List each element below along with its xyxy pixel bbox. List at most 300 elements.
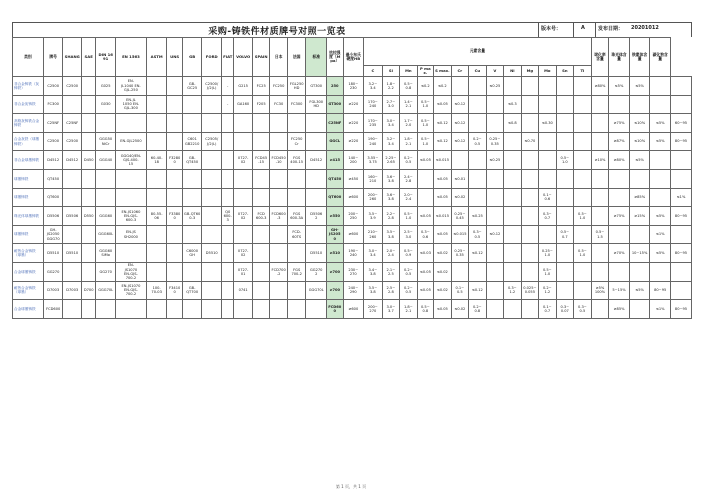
table-cell <box>539 151 557 170</box>
table-cell <box>270 188 288 207</box>
table-cell <box>671 225 692 244</box>
table-cell: 2.4~ 2.8 <box>400 169 418 188</box>
table-cell <box>81 169 95 188</box>
header-cell: 碳化物含量 <box>650 38 671 77</box>
table-cell <box>306 188 327 207</box>
table-cell: 0.25~ 1.0 <box>539 244 557 263</box>
table-cell: 0.2~ 0.5 <box>400 262 418 281</box>
table-cell <box>63 188 82 207</box>
table-cell <box>222 114 234 133</box>
table-cell <box>486 169 504 188</box>
table-cell <box>252 169 270 188</box>
table-cell: 2.2~ 2.8 <box>382 207 400 226</box>
table-cell <box>574 151 592 170</box>
table-cell <box>504 151 522 170</box>
table-cell: D5506 <box>63 207 82 226</box>
table-cell <box>96 169 116 188</box>
table-cell: C25NF <box>327 114 343 133</box>
table-cell: 0.3~ 0.07 <box>556 300 574 319</box>
table-cell <box>96 114 116 133</box>
table-cell: 0.25~ 0.35 <box>486 132 504 151</box>
table-cell: 0.5~ 1.0 <box>417 132 433 151</box>
table-cell <box>252 281 270 300</box>
table-cell <box>650 188 671 207</box>
table-cell <box>167 114 182 133</box>
table-cell: ≤1% <box>650 225 671 244</box>
table-cell: EN- JS1070 EN-GJS- 700-2 <box>115 262 146 281</box>
table-cell: 140~ 200 <box>343 151 364 170</box>
table-cell: 0.2~ 0.8 <box>469 300 487 319</box>
table-cell: ≤10% <box>629 114 650 133</box>
table-cell: ≥75% <box>609 114 630 133</box>
table-cell <box>629 300 650 319</box>
table-cell: ≥510 <box>327 244 343 263</box>
table-cell <box>469 114 487 133</box>
table-cell <box>167 225 182 244</box>
table-cell: FGL300 HD <box>306 95 327 114</box>
table-cell: 80~95 <box>671 300 692 319</box>
table-cell: 0.5~ 1.0 <box>400 207 418 226</box>
table-cell: 240~ 290 <box>343 281 364 300</box>
table-cell <box>115 300 146 319</box>
table-cell: ≤0.02 <box>451 188 469 207</box>
table-cell: 2.7~ 3.0 <box>382 95 400 114</box>
table-cell <box>504 77 522 96</box>
table-cell <box>167 300 182 319</box>
table-cell <box>539 169 557 188</box>
table-cell: ≤1% <box>671 188 692 207</box>
table-cell <box>539 225 557 244</box>
table-cell <box>504 244 522 263</box>
table-cell <box>222 225 234 244</box>
table-cell <box>574 169 592 188</box>
table-cell <box>504 207 522 226</box>
table-cell: FCD 600-3 <box>252 207 270 226</box>
table-cell <box>469 188 487 207</box>
header-cell: UNS <box>167 38 182 77</box>
table-cell: C2500 <box>63 132 82 151</box>
header-cell: DIN 1691 <box>96 38 116 77</box>
table-cell <box>671 262 692 281</box>
table-cell <box>96 188 116 207</box>
element-header: Cu <box>469 65 487 76</box>
table-cell <box>539 95 557 114</box>
category-cell: 球墨铸铁 <box>13 188 44 207</box>
table-cell <box>167 95 182 114</box>
table-cell: 0.5~ 1.0 <box>574 244 592 263</box>
table-row <box>13 300 692 319</box>
table-cell <box>167 262 182 281</box>
header-cell: 标准 <box>306 38 327 77</box>
table-cell: EN-JS SH2000 <box>115 225 146 244</box>
table-cell <box>115 244 146 263</box>
table-cell: ≤5% <box>629 151 650 170</box>
title-row <box>12 22 692 37</box>
table-cell: 0.5~ 1.0 <box>417 95 433 114</box>
table-cell: 0.2~ 0.5 <box>469 132 487 151</box>
table-cell <box>609 262 630 281</box>
table-cell: C25NF <box>43 114 63 133</box>
table-cell <box>63 95 82 114</box>
table-cell: ≤0.015 <box>451 225 469 244</box>
table-cell: ≤0.3 <box>504 95 522 114</box>
table-cell <box>270 300 288 319</box>
table-cell: 2.1~ 2.5 <box>382 262 400 281</box>
header-cell: 珠光体含量 <box>609 38 630 77</box>
table-cell: FC30 <box>270 95 288 114</box>
table-cell: 200~ 270 <box>364 300 383 319</box>
table-cell: GGG60L <box>96 225 116 244</box>
table-cell: 3.5~ 3.8 <box>364 281 383 300</box>
version-label: 版本号： <box>541 26 562 32</box>
table-cell: ≤0.12 <box>451 114 469 133</box>
table-cell <box>650 151 671 170</box>
table-cell: FGS 700-2 <box>287 262 306 281</box>
table-cell <box>591 262 609 281</box>
table-cell: ≥450 <box>343 169 364 188</box>
table-cell <box>539 132 557 151</box>
table-cell: C25NF <box>63 114 82 133</box>
header-cell: 抗拉强度（Mpa） <box>327 38 343 77</box>
table-cell: 0.3~ 0.7 <box>539 207 557 226</box>
table-cell <box>591 300 609 319</box>
table-cell: ≤5% <box>629 77 650 96</box>
table-cell: QT600 <box>327 188 343 207</box>
table-cell: D5510 <box>306 244 327 263</box>
table-cell: 200~ 260 <box>364 188 383 207</box>
table-cell: 3.6~ 3.8 <box>382 188 400 207</box>
table-cell: ≤5% <box>609 77 630 96</box>
date-value: 20201012 <box>631 25 659 31</box>
table-row <box>13 95 692 114</box>
table-cell: ≥85% <box>609 300 630 319</box>
table-cell: GGG70L <box>96 281 116 300</box>
table-cell: GB- GC25 <box>182 77 202 96</box>
table-cell: 3.6~ 3.8 <box>382 169 400 188</box>
table-cell <box>521 169 539 188</box>
table-cell <box>556 77 574 96</box>
table-cell <box>574 77 592 96</box>
table-cell <box>270 225 288 244</box>
category-cell: 耐热合金铸铁（球墨） <box>13 281 44 300</box>
table-cell: FC250 Cr <box>287 132 306 151</box>
table-cell: 3.0~ 3.4 <box>382 114 400 133</box>
table-cell: 0727- 02 <box>234 207 253 226</box>
table-cell <box>574 281 592 300</box>
table-cell: ≤0.12 <box>434 132 452 151</box>
table-cell: 2.25~ 2.65 <box>382 151 400 170</box>
table-cell: ≥80% <box>609 151 630 170</box>
table-cell: D5506 2 <box>306 207 327 226</box>
table-cell <box>591 207 609 226</box>
table-cell: FGL250 HD <box>287 77 306 96</box>
table-cell: 0727- 01 <box>234 262 253 281</box>
table-cell: GH- JS2050 <box>327 225 343 244</box>
table-cell: FCD450 -10 <box>270 151 288 170</box>
table-cell: 1.8~ 2.1 <box>400 300 418 319</box>
table-cell <box>521 151 539 170</box>
table-cell: 0727- 02 <box>234 151 253 170</box>
table-cell <box>574 114 592 133</box>
table-cell: GB- QT700 <box>182 281 202 300</box>
table-cell <box>81 188 95 207</box>
element-header: Mn <box>400 65 418 76</box>
table-cell: ≥415 <box>327 151 343 170</box>
table-cell: ≤0.12 <box>434 114 452 133</box>
table-cell <box>650 77 671 96</box>
table-cell: 250 <box>327 77 343 96</box>
table-cell: D7003 <box>63 281 82 300</box>
table-cell: FCD600 <box>43 300 63 319</box>
table-cell <box>222 188 234 207</box>
table-cell <box>287 281 306 300</box>
table-cell <box>671 77 692 96</box>
table-cell <box>469 151 487 170</box>
table-cell: ≤0.05 <box>417 151 433 170</box>
table-row <box>13 151 692 170</box>
table-cell: FC300 <box>287 95 306 114</box>
table-cell <box>521 300 539 319</box>
category-cell: 高铬灰铸铁合金铸铁 <box>13 114 44 133</box>
table-cell: ≤0.05 <box>417 262 433 281</box>
table-cell <box>504 300 522 319</box>
table-cell: ≤0.12 <box>486 225 504 244</box>
table-cell: 1.8~ 2.1 <box>400 132 418 151</box>
table-cell: ≤0.05 <box>434 169 452 188</box>
table-cell: ≤5% <box>650 114 671 133</box>
table-cell: FCD700 -2 <box>270 262 288 281</box>
table-cell <box>96 300 116 319</box>
table-cell: GG270 <box>43 262 63 281</box>
table-cell: GG270 <box>96 262 116 281</box>
table-cell: ≥700 <box>327 262 343 281</box>
table-cell: ≥5% 100% <box>591 281 609 300</box>
table-cell <box>270 169 288 188</box>
table-cell: GT300 <box>327 95 343 114</box>
table-cell <box>650 169 671 188</box>
table-cell <box>167 132 182 151</box>
table-cell <box>469 262 487 281</box>
category-cell: 合金灰铁（球墨铸铁） <box>13 132 44 151</box>
element-header: P max. <box>417 65 433 76</box>
table-cell: 1.8~ 2.2 <box>382 77 400 96</box>
table-cell: F205 <box>252 95 270 114</box>
table-cell: 0.5~ 0.9 <box>400 244 418 263</box>
table-cell <box>146 225 167 244</box>
table-cell <box>486 244 504 263</box>
table-cell: ≤0.05 <box>434 225 452 244</box>
table-cell: 0.5~ 0.8 <box>400 77 418 96</box>
table-cell <box>63 262 82 281</box>
table-cell: 80~95 <box>671 132 692 151</box>
table-cell: 2.0~ 2.4 <box>400 188 418 207</box>
table-cell <box>270 114 288 133</box>
table-cell: ≥70% <box>609 244 630 263</box>
table-cell <box>486 95 504 114</box>
table-cell <box>202 262 222 281</box>
table-cell: ≤0.02 <box>434 262 452 281</box>
table-cell: D5506 <box>43 207 63 226</box>
table-cell <box>574 132 592 151</box>
table-cell: ≤0.02 <box>451 300 469 319</box>
table-cell: C2500 <box>43 77 63 96</box>
table-cell: 3.2~ 3.4 <box>364 77 383 96</box>
category-cell: 耐热合金铸铁（球墨） <box>13 244 44 263</box>
table-cell <box>486 281 504 300</box>
table-cell <box>222 169 234 188</box>
header-cell: GB <box>182 38 202 77</box>
table-cell: 170~ 240 <box>364 95 383 114</box>
table-cell <box>270 281 288 300</box>
table-cell: 0.3~ 0.5 <box>574 300 592 319</box>
table-cell: ≤0.2 <box>417 77 433 96</box>
table-cell: 80-55- 06 <box>146 207 167 226</box>
table-cell <box>451 151 469 170</box>
table-cell <box>222 300 234 319</box>
table-header <box>13 38 692 77</box>
table-cell: 190~ 240 <box>364 132 383 151</box>
table-cell <box>504 188 522 207</box>
table-cell: QT450 <box>43 169 63 188</box>
element-header: Ti <box>574 65 592 76</box>
table-cell <box>306 114 327 133</box>
table-cell: ≥600 <box>343 225 364 244</box>
table-cell <box>146 262 167 281</box>
table-cell <box>81 95 95 114</box>
table-cell <box>81 77 95 96</box>
table-cell: ≤0.05 <box>434 188 452 207</box>
table-cell: D5510 <box>63 244 82 263</box>
table-cell: G030 <box>96 95 116 114</box>
table-cell: FC300 <box>43 95 63 114</box>
table-cell: ≤0.02 <box>434 244 452 263</box>
element-header: Cr <box>451 65 469 76</box>
table-row <box>13 207 692 226</box>
table-row <box>13 225 692 244</box>
table-cell: 0.1~ 0.6 <box>539 188 557 207</box>
table-cell: ≥15% <box>629 207 650 226</box>
table-cell: ≤0.12 <box>451 95 469 114</box>
table-cell: FCD600 <box>327 300 343 319</box>
table-cell <box>486 114 504 133</box>
table-cell <box>556 95 574 114</box>
table-row <box>13 114 692 133</box>
table-cell <box>609 95 630 114</box>
header-cell: 法国 <box>287 38 306 77</box>
table-cell <box>629 95 650 114</box>
table-cell: D4512 <box>43 151 63 170</box>
table-cell: 0.2~ 0.5 <box>400 151 418 170</box>
table-cell <box>270 244 288 263</box>
table-cell <box>521 188 539 207</box>
table-cell <box>504 262 522 281</box>
table-cell: 3.0~ 3.7 <box>382 300 400 319</box>
table-cell <box>556 188 574 207</box>
table-row <box>13 132 692 151</box>
table-cell <box>574 95 592 114</box>
table-cell: ≤0.05 <box>417 207 433 226</box>
table-cell: C2500 <box>43 132 63 151</box>
table-cell: 0.25~ 0.35 <box>451 244 469 263</box>
table-cell: ≤0.70 <box>521 132 539 151</box>
table-cell <box>629 225 650 244</box>
table-cell <box>671 151 692 170</box>
table-cell <box>671 281 692 300</box>
table-cell <box>234 300 253 319</box>
table-cell: ≤5% <box>650 207 671 226</box>
table-cell <box>202 225 222 244</box>
table-cell: ≤0.015 <box>434 207 452 226</box>
table-cell: ≤5% <box>650 132 671 151</box>
element-header: S max. <box>434 65 452 76</box>
table-cell <box>591 95 609 114</box>
table-cell <box>115 169 146 188</box>
table-cell <box>287 188 306 207</box>
table-cell: 0.3~ 0.5 <box>469 225 487 244</box>
table-cell <box>469 95 487 114</box>
table-cell <box>63 169 82 188</box>
table-cell: ≤0.015 <box>434 151 452 170</box>
table-cell: D4512 <box>63 151 82 170</box>
table-cell <box>146 244 167 263</box>
table-cell <box>306 132 327 151</box>
table-row <box>13 77 692 96</box>
table-row <box>13 281 692 300</box>
table-cell: ≤0.12 <box>469 281 487 300</box>
table-cell: EN-JS1060 EN-GJS- 600-3 <box>115 207 146 226</box>
table-cell: Q0 600-3 <box>222 207 234 226</box>
table-cell: 0.5~ 1.0 <box>556 151 574 170</box>
table-cell <box>222 151 234 170</box>
material-table <box>12 37 692 319</box>
table-cell: ≤5% <box>629 281 650 300</box>
table-cell: FCD600 -3 <box>270 207 288 226</box>
table-cell: ≥700 <box>327 281 343 300</box>
header-cell: 类别 <box>13 38 44 77</box>
table-cell <box>591 132 609 151</box>
table-cell: ≤0.2 <box>434 77 452 96</box>
header-cell: SAE <box>81 38 95 77</box>
table-cell: ≥600 <box>343 188 364 207</box>
table-cell <box>182 188 202 207</box>
table-cell <box>591 169 609 188</box>
table-cell: ≥550 <box>327 207 343 226</box>
element-header: C <box>364 65 383 76</box>
spreadsheet <box>12 22 692 319</box>
table-cell: EN- JL1040 EN- GJL-250 <box>115 77 146 96</box>
table-cell: GGG40 <box>96 151 116 170</box>
table-cell: ≥87% <box>609 132 630 151</box>
table-cell <box>182 300 202 319</box>
table-cell <box>521 77 539 96</box>
table-cell: F32800 <box>167 151 182 170</box>
table-cell: 1.4~ 2.1 <box>400 95 418 114</box>
category-cell: 非合金球墨铸铁 <box>13 151 44 170</box>
category-cell: 合金球墨铸铁 <box>13 300 44 319</box>
table-cell <box>222 132 234 151</box>
table-cell: 2.0~ 2.4 <box>382 244 400 263</box>
table-cell <box>146 114 167 133</box>
table-cell: QT600 <box>43 188 63 207</box>
table-cell <box>556 244 574 263</box>
table-cell: FC250 <box>270 77 288 96</box>
table-cell: ≥80% <box>591 77 609 96</box>
table-cell <box>287 244 306 263</box>
table-cell <box>521 225 539 244</box>
table-cell <box>234 169 253 188</box>
table-cell: ≥220 <box>343 95 364 114</box>
table-cell <box>306 225 327 244</box>
